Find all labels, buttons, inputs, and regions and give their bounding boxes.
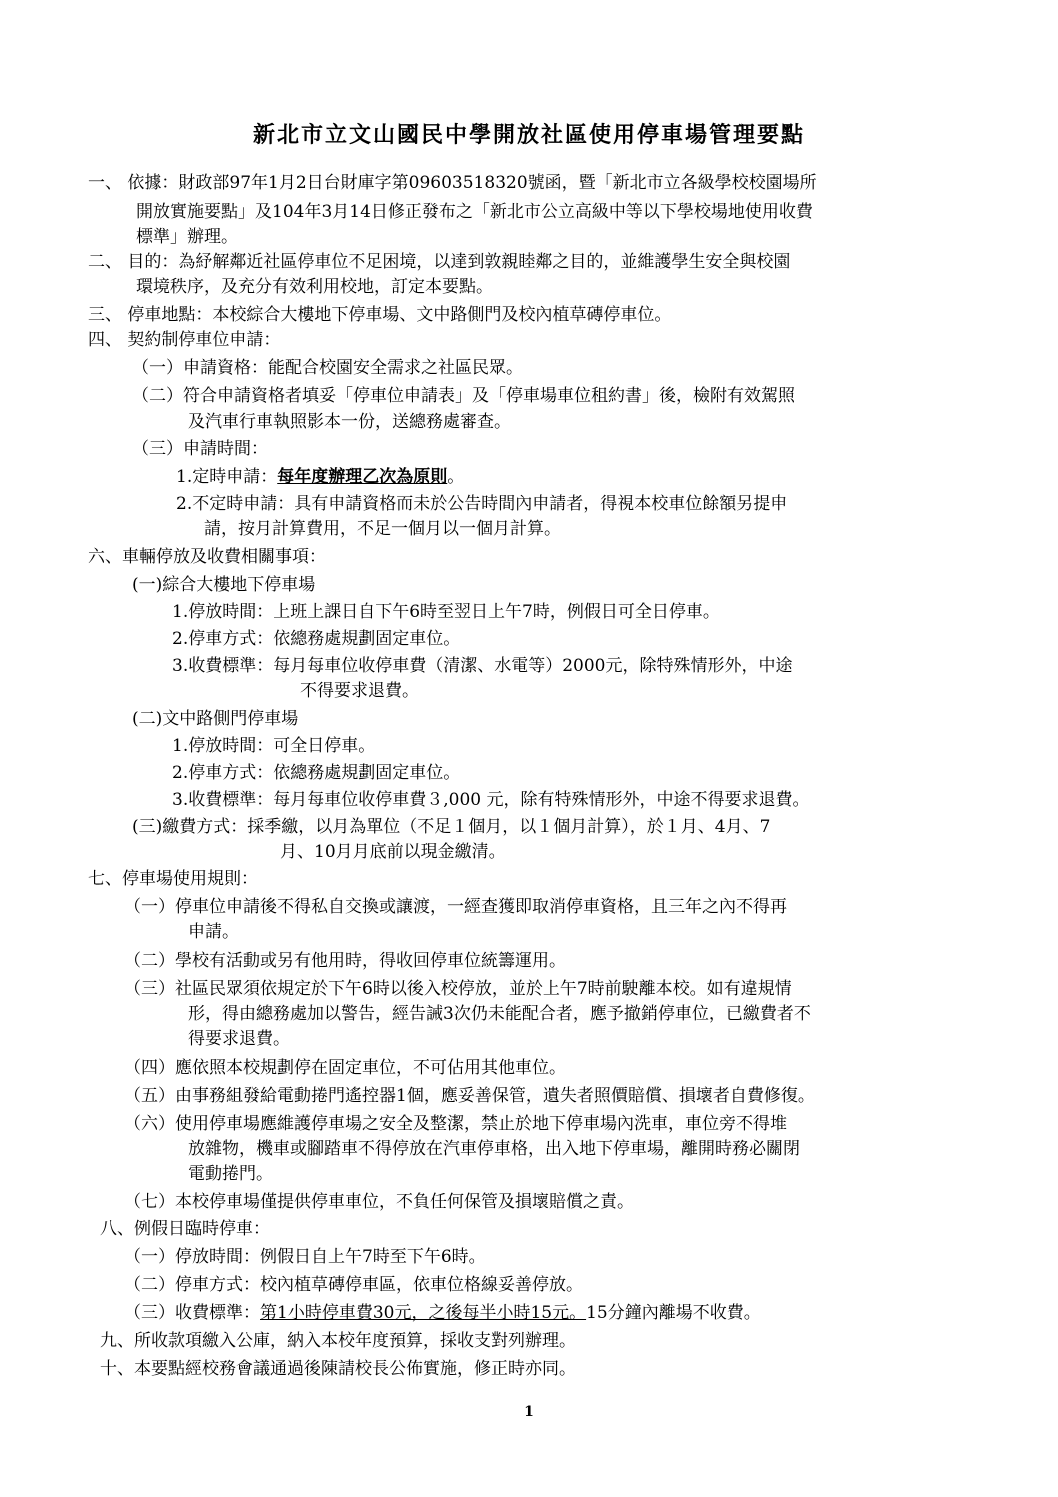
free-exit-note: 15分鐘內離場不收費。: [586, 1303, 761, 1323]
section-6-subitem: 3.收費標準：每月每車位收停車費（清潔、水電等）2000元，除特殊情形外，中途: [172, 656, 793, 676]
section-6-subitem: 3.收費標準：每月每車位收停車費３,000 元，除有特殊情形外，中途不得要求退費。: [172, 790, 810, 810]
section-6-item: (三)繳費方式：採季繳，以月為單位（不足１個月，以１個月計算），於１月、4月、7: [132, 817, 771, 837]
section-8-item: [124, 1302, 761, 1324]
section-7-item: （四）應依照本校規劃停在固定車位，不可佔用其他車位。: [124, 1058, 566, 1078]
fixed-application-label: 1.定時申請：: [176, 467, 278, 487]
section-6-item: 月、10月月底前以現金繳清。: [280, 842, 506, 862]
section-4-item: （三）申請時間：: [132, 439, 268, 459]
section-4-heading: 四、 契約制停車位申請：: [88, 330, 281, 350]
period: 。: [447, 467, 465, 487]
section-3-line: 三、 停車地點：本校綜合大樓地下停車場、文中路側門及校內植草磚停車位。: [88, 305, 672, 325]
section-7-item: 得要求退費。: [188, 1029, 290, 1049]
section-4-item: （二）符合申請資格者填妥「停車位申請表」及「停車場車位租約書」後，檢附有效駕照: [132, 386, 795, 406]
section-6-item: (一)綜合大樓地下停車場: [132, 575, 316, 595]
section-2-line: 二、 目的：為紓解鄰近社區停車位不足困境，以達到敦親睦鄰之目的，並維護學生安全與校園: [88, 252, 791, 272]
fee-label: （三）收費標準：: [124, 1303, 260, 1323]
section-1-line: 一、 依據：財政部97年1月2日台財庫字第09603518320號函，暨「新北市立各級學校校園場所: [88, 173, 817, 193]
section-7-item: （五）由事務組發給電動捲門遙控器1個，應妥善保管，遺失者照價賠償、損壞者自費修復。: [124, 1086, 815, 1106]
section-7-item: （二）學校有活動或另有他用時，得收回停車位統籌運用。: [124, 951, 566, 971]
document-title: 新北市立文山國民中學開放社區使用停車場管理要點: [252, 122, 805, 148]
section-4-subitem: [176, 466, 464, 488]
section-7-item: （一）停車位申請後不得私自交換或讓渡，一經查獲即取消停車資格，且三年之內不得再: [124, 897, 787, 917]
section-7-item: （三）社區民眾須依規定於下午6時以後入校停放，並於上午7時前駛離本校。如有違規情: [124, 979, 792, 999]
section-1-line: 標準」辦理。: [136, 227, 238, 247]
section-7-item: 申請。: [188, 922, 239, 942]
page-number: 1: [524, 1404, 534, 1420]
section-7-item: （七）本校停車場僅提供停車車位，不負任何保管及損壞賠償之責。: [124, 1192, 634, 1212]
section-6-subitem: 2.停車方式：依總務處規劃固定車位。: [172, 763, 461, 783]
section-6-subitem: 不得要求退費。: [300, 681, 419, 701]
section-6-item: (二)文中路側門停車場: [132, 709, 299, 729]
section-4-subitem: 請，按月計算費用，不足一個月以一個月計算。: [204, 519, 561, 539]
fixed-application-rule: 每年度辦理乙次為原則: [277, 467, 448, 487]
section-7-item: （六）使用停車場應維護停車場之安全及整潔，禁止於地下停車場內洗車，車位旁不得堆: [124, 1114, 787, 1134]
section-6-subitem: 1.停放時間：上班上課日自下午6時至翌日上午7時，例假日可全日停車。: [172, 602, 720, 622]
section-7-item: 形，得由總務處加以警告，經告誡3次仍未能配合者，應予撤銷停車位，已繳費者不: [188, 1004, 811, 1024]
section-4-subitem: 2.不定時申請：具有申請資格而未於公告時間內申請者，得視本校車位餘額另提申: [176, 494, 788, 514]
section-7-item: 電動捲門。: [188, 1164, 273, 1184]
section-2-line: 環境秩序，及充分有效利用校地，訂定本要點。: [136, 277, 493, 297]
section-7-item: 放雜物，機車或腳踏車不得停放在汽車停車格，出入地下停車場，離開時務必關閉: [188, 1139, 800, 1159]
section-6-subitem: 2.停車方式：依總務處規劃固定車位。: [172, 629, 461, 649]
section-6-subitem: 1.停放時間：可全日停車。: [172, 736, 376, 756]
section-8-item: （一）停放時間：例假日自上午7時至下午6時。: [124, 1247, 486, 1267]
section-8-heading: 八、例假日臨時停車：: [100, 1219, 270, 1239]
section-7-heading: 七、停車場使用規則：: [88, 869, 258, 889]
section-9-line: 九、所收款項繳入公庫，納入本校年度預算，採收支對列辦理。: [100, 1331, 576, 1351]
section-4-item: 及汽車行車執照影本一份，送總務處審查。: [188, 412, 511, 432]
section-1-line: 開放實施要點」及104年3月14日修正發布之「新北市公立高級中等以下學校場地使用收費: [136, 202, 813, 222]
section-8-item: （二）停車方式：校內植草磚停車區，依車位格線妥善停放。: [124, 1275, 583, 1295]
fee-rate: 第1小時停車費30元，之後每半小時15元。: [260, 1303, 587, 1323]
section-6-heading: 六、車輛停放及收費相關事項：: [88, 547, 326, 567]
section-10-line: 十、本要點經校務會議通過後陳請校長公佈實施，修正時亦同。: [100, 1359, 576, 1379]
section-4-item: （一）申請資格：能配合校園安全需求之社區民眾。: [132, 358, 523, 378]
